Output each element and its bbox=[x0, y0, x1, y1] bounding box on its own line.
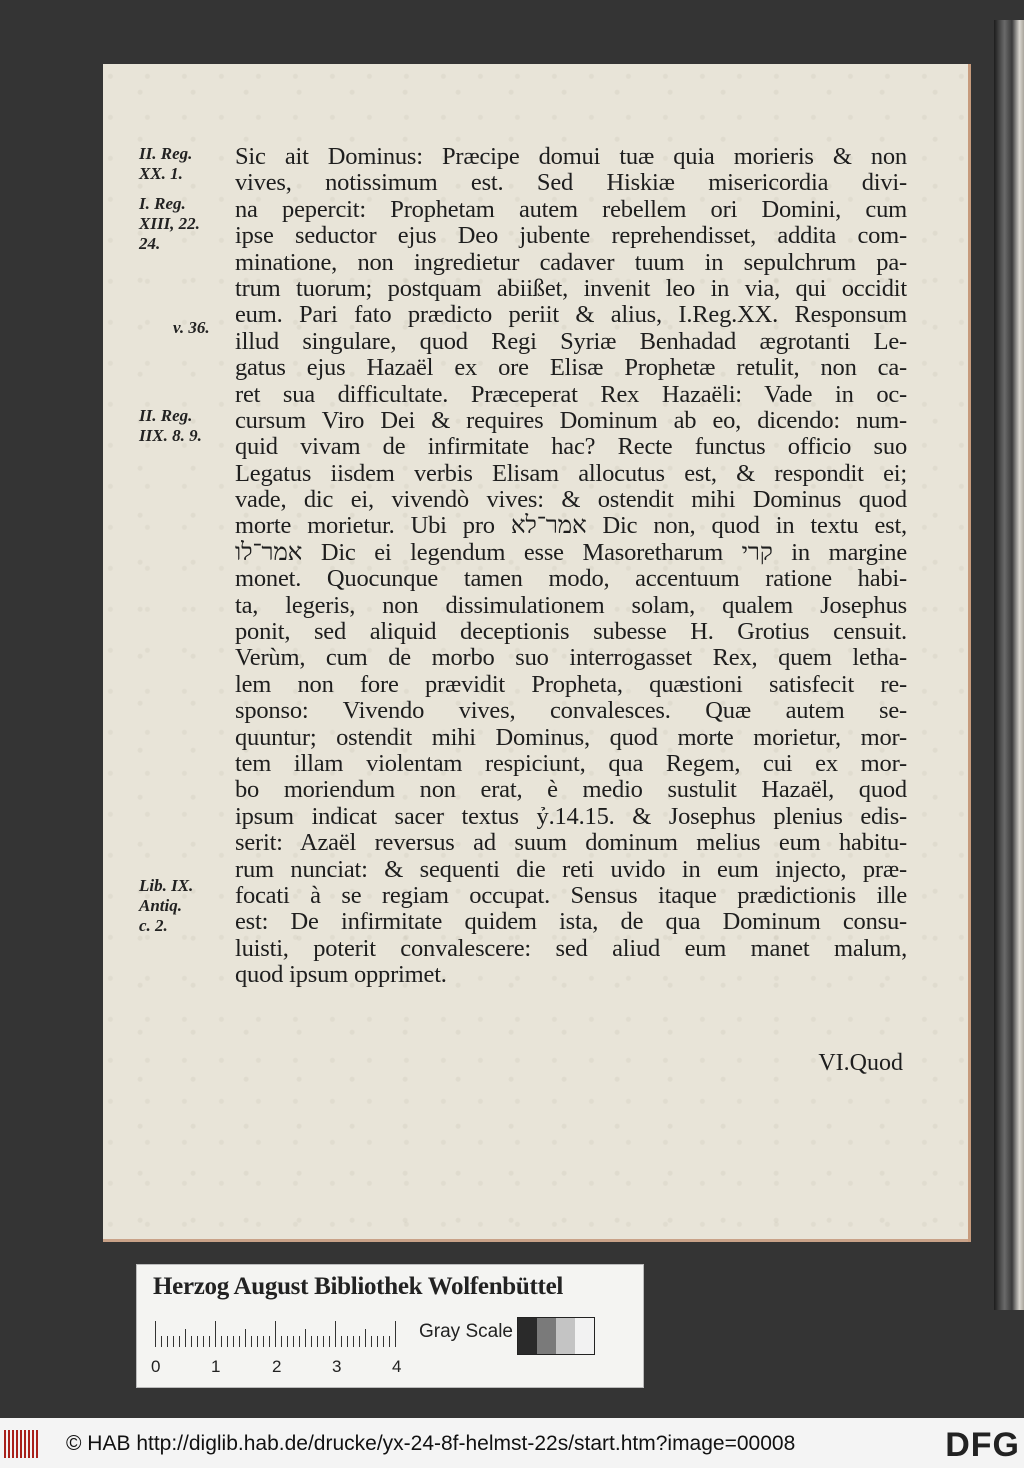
ruler-tick bbox=[239, 1336, 240, 1347]
logo-stripe bbox=[28, 1430, 30, 1458]
text-line: quuntur; ostendit mihi Dominus, quod morte morietur, mor- bbox=[235, 724, 907, 751]
text-line: monet. Quocunque tamen modo, accentuum ratione habi- bbox=[235, 566, 907, 593]
ruler-tick bbox=[353, 1336, 354, 1347]
hab-barcode-icon bbox=[4, 1430, 42, 1458]
text-line: vives, notissimum est. Sed Hiskiæ misericordia divi- bbox=[235, 170, 907, 197]
text-line: ponit, sed aliquid deceptionis subesse H. Grotius censuit. bbox=[235, 619, 907, 646]
ruler-tick bbox=[209, 1336, 210, 1347]
source-url: © HAB http://diglib.hab.de/drucke/yx-24-8f-helmst-22s/start.htm?image=00008 bbox=[66, 1432, 796, 1455]
ruler-tick bbox=[215, 1321, 216, 1347]
text-line: sponso: Vivendo vives, convalesces. Quæ autem se- bbox=[235, 698, 907, 725]
ruler-tick bbox=[245, 1329, 246, 1347]
ruler-tick bbox=[281, 1336, 282, 1347]
logo-stripe bbox=[36, 1430, 38, 1458]
ruler-tick bbox=[341, 1336, 342, 1347]
logo-stripe bbox=[12, 1430, 14, 1458]
ruler-tick bbox=[263, 1336, 264, 1347]
text-line: lem non fore prævidit Propheta, quæstioni satisfecit re- bbox=[235, 671, 907, 698]
ruler-tick bbox=[257, 1336, 258, 1347]
catchword: VI.Quod bbox=[818, 1050, 903, 1076]
logo-stripe bbox=[4, 1430, 6, 1458]
logo-stripe bbox=[20, 1430, 22, 1458]
logo-stripe bbox=[8, 1430, 10, 1458]
gray-scale-patches bbox=[517, 1317, 595, 1355]
ruler-number: 1 bbox=[211, 1357, 221, 1376]
margin-note: Lib. IX. Antiq. c. 2. bbox=[139, 876, 194, 935]
ruler-tick bbox=[371, 1336, 372, 1347]
text-line: Sic ait Dominus: Præcipe domui tuæ quia morieris & non bbox=[235, 144, 907, 170]
ruler-tick bbox=[347, 1336, 348, 1347]
ruler-tick bbox=[179, 1336, 180, 1347]
ruler-tick bbox=[227, 1336, 228, 1347]
margin-note: v. 36. bbox=[173, 318, 210, 337]
text-line: bo moriendum non erat, è medio sustulit Hazaël, quod bbox=[235, 777, 907, 804]
ruler-tick bbox=[251, 1336, 252, 1347]
text-line: focati à se regiam occupat. Sensus itaque prædictionis ille bbox=[235, 882, 907, 909]
footer-bar bbox=[0, 1418, 1024, 1468]
text-line: tem illam violentam respiciunt, qua Regem, cui ex mor- bbox=[235, 750, 907, 777]
ruler-tick bbox=[335, 1321, 336, 1347]
gray-scale-label: Gray Scale bbox=[419, 1321, 513, 1342]
text-line: ret sua difficultate. Præceperat Rex Hazaëli: Vade in oc- bbox=[235, 381, 907, 408]
ruler-tick bbox=[305, 1329, 306, 1347]
text-line: luisti, poterit convalescere: sed aliud eum manet malum, bbox=[235, 935, 907, 962]
gray-patch bbox=[537, 1318, 556, 1354]
text-line: cursum Viro Dei & requires Dominum ab eo, dicendo: num- bbox=[235, 407, 907, 434]
ruler-tick bbox=[365, 1329, 366, 1347]
text-line: serit: Azaël reversus ad suum dominum melius eum habitu- bbox=[235, 830, 907, 857]
gray-patch bbox=[575, 1318, 594, 1354]
text-line: minatione, non ingredietur cadaver tuum in sepulchrum pa- bbox=[235, 249, 907, 276]
scale-ruler bbox=[155, 1321, 399, 1347]
ruler-number: 2 bbox=[272, 1357, 282, 1376]
ruler-tick bbox=[377, 1336, 378, 1347]
text-line: trum tuorum; postquam abiißet, invenit leo in via, qui occidit bbox=[235, 275, 907, 302]
margin-note: I. Reg. XIII, 22. 24. bbox=[139, 194, 200, 253]
text-line: Legatus iisdem verbis Elisam allocutus est, & respondit ei; bbox=[235, 460, 907, 487]
ruler-tick bbox=[173, 1336, 174, 1347]
text-line: gatus ejus Hazaël ex ore Elisæ Prophetæ retulit, non ca- bbox=[235, 355, 907, 382]
ruler-tick bbox=[317, 1336, 318, 1347]
text-line: na pepercit: Prophetam autem rebellem ori Domini, cum bbox=[235, 196, 907, 223]
logo-stripe bbox=[32, 1430, 34, 1458]
text-line: ipsum indicat sacer textus ỷ.14.15. & Josephus plenius edis- bbox=[235, 803, 907, 830]
ruler-tick bbox=[161, 1336, 162, 1347]
margin-note: II. Reg. XX. 1. bbox=[139, 144, 193, 183]
text-line: morte morietur. Ubi pro אמר־לא Dic non, quod in textu est, bbox=[235, 513, 907, 540]
ruler-tick bbox=[197, 1336, 198, 1347]
ruler-tick bbox=[203, 1336, 204, 1347]
ruler-number: 3 bbox=[332, 1357, 342, 1376]
text-line: vade, dic ei, vivendò vives: & ostendit mihi Dominus quod bbox=[235, 487, 907, 514]
text-line: Verùm, cum de morbo suo interrogasset Rex, quem letha- bbox=[235, 645, 907, 672]
ruler-tick bbox=[155, 1321, 156, 1347]
text-line: quod ipsum opprimet. bbox=[235, 962, 447, 989]
ruler-tick bbox=[221, 1336, 222, 1347]
ruler-tick bbox=[293, 1336, 294, 1347]
ruler-tick bbox=[269, 1336, 270, 1347]
text-line: ta, legeris, non dissimulationem solam, qualem Josephus bbox=[235, 592, 907, 619]
text-line: rum nunciat: & sequenti die reti uvido in eum injecto, præ- bbox=[235, 856, 907, 883]
dfg-logo: DFG bbox=[945, 1426, 1020, 1464]
ruler-tick bbox=[233, 1336, 234, 1347]
text-line: ipse seductor ejus Deo jubente reprehendisset, addita com- bbox=[235, 223, 907, 250]
book-page bbox=[103, 64, 971, 1242]
gray-patch bbox=[518, 1318, 537, 1354]
text-line: illud singulare, quod Regi Syriæ Benhadad ægrotanti Le- bbox=[235, 328, 907, 355]
gray-patch bbox=[556, 1318, 575, 1354]
color-calibration-bar bbox=[136, 1264, 644, 1388]
ruler-tick bbox=[359, 1336, 360, 1347]
ruler-tick bbox=[287, 1336, 288, 1347]
text-line: est: De infirmitate quidem ista, de qua Dominum consu- bbox=[235, 909, 907, 936]
margin-note: II. Reg. IIX. 8. 9. bbox=[139, 406, 202, 445]
ruler-tick bbox=[311, 1336, 312, 1347]
logo-stripe bbox=[16, 1430, 18, 1458]
text-line: quid vivam de infirmitate hac? Recte functus officio suo bbox=[235, 434, 907, 461]
ruler-tick bbox=[185, 1329, 186, 1347]
ruler-tick bbox=[167, 1336, 168, 1347]
library-name: Herzog August Bibliothek Wolfenbüttel bbox=[153, 1273, 564, 1300]
ruler-tick bbox=[323, 1336, 324, 1347]
ruler-tick bbox=[383, 1336, 384, 1347]
logo-stripe bbox=[24, 1430, 26, 1458]
ruler-tick bbox=[191, 1336, 192, 1347]
text-line: אמר־לו Dic ei legendum esse Masoretharum קרי in margine bbox=[235, 539, 907, 566]
body-text bbox=[235, 144, 907, 989]
text-line: eum. Pari fato prædicto periit & alius, I.Reg.XX. Responsum bbox=[235, 302, 907, 329]
ruler-tick bbox=[389, 1336, 390, 1347]
ruler-number: 0 bbox=[151, 1357, 161, 1376]
ruler-tick bbox=[395, 1321, 396, 1347]
ruler-number: 4 bbox=[392, 1357, 402, 1376]
ruler-tick bbox=[275, 1321, 276, 1347]
ruler-tick bbox=[329, 1336, 330, 1347]
facing-page-edge bbox=[994, 20, 1024, 1310]
ruler-tick bbox=[299, 1336, 300, 1347]
